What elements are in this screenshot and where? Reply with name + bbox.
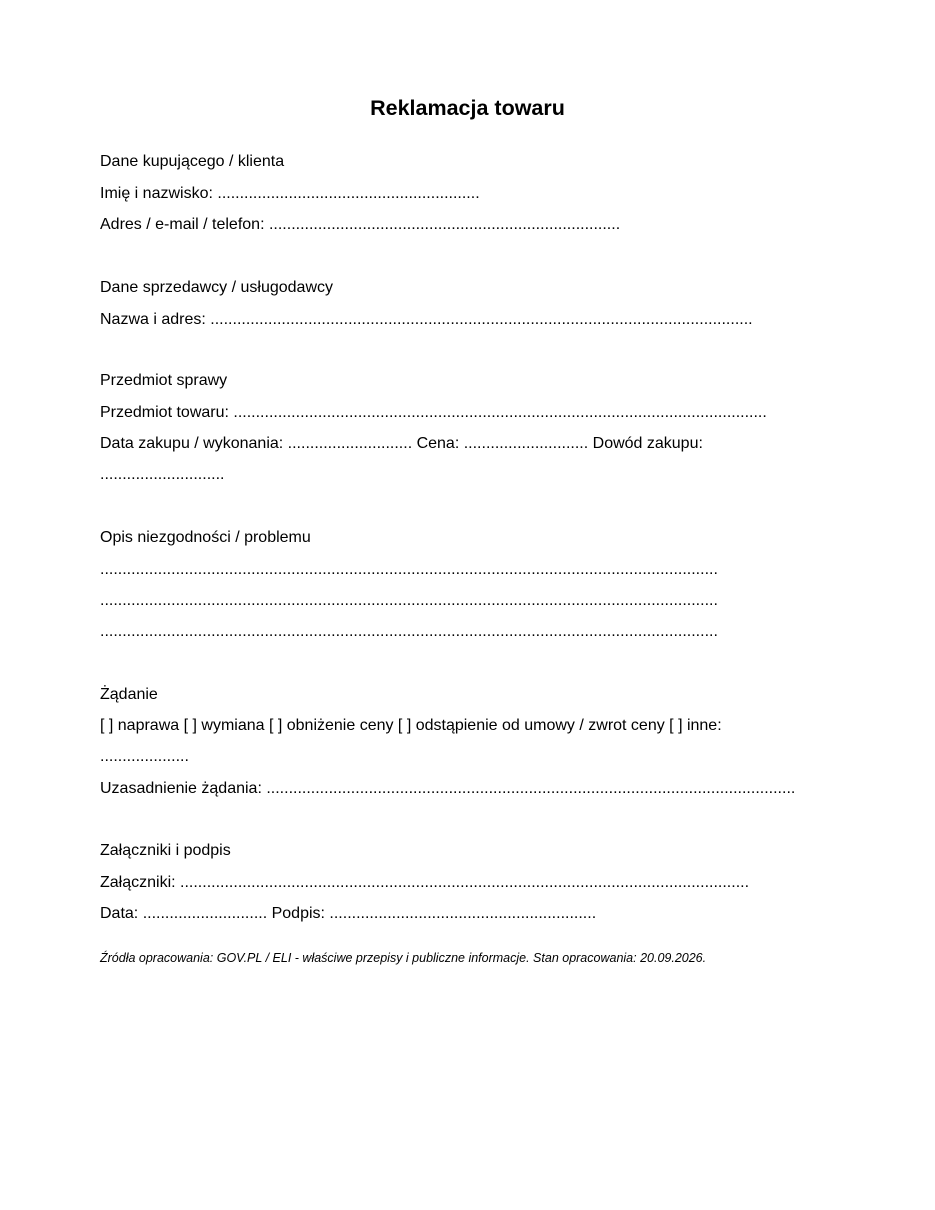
description-line: ...........................................................................................................................................	[100, 623, 718, 640]
attachments-field: Załączniki: ................................................................................................................................	[100, 874, 750, 891]
demand-options-field: [ ] naprawa [ ] wymiana [ ] obniżenie ceny [ ] odstąpienie od umowy / zwrot ceny [ ] inne:	[100, 717, 722, 734]
description-line: ...........................................................................................................................................	[100, 561, 718, 578]
buyer-section-heading: Dane kupującego / klienta	[100, 153, 285, 170]
description-section-heading: Opis niezgodności / problemu	[100, 529, 311, 546]
buyer-contact-field: Adres / e-mail / telefon: ...............................................................................	[100, 216, 621, 233]
seller-section-heading: Dane sprzedawcy / usługodawcy	[100, 279, 334, 296]
demand-section-heading: Żądanie	[100, 686, 158, 703]
demand-justification-field: Uzasadnienie żądania: .......................................................................................................................	[100, 780, 796, 797]
attachments-section-heading: Załączniki i podpis	[100, 842, 231, 859]
description-line: ...........................................................................................................................................	[100, 592, 718, 609]
sources-footnote: Źródła opracowania: GOV.PL / ELI - właściwe przepisy i publiczne informacje. Stan opracowania: 20.09.2026.	[100, 951, 707, 965]
subject-section-heading: Przedmiot sprawy	[100, 372, 228, 389]
subject-item-field: Przedmiot towaru: ........................................................................................................................	[100, 404, 767, 421]
document-title: Reklamacja towaru	[370, 96, 565, 120]
buyer-name-field: Imię i nazwisko: ...........................................................	[100, 185, 480, 202]
demand-options-field-continued: ....................	[100, 748, 189, 765]
subject-purchase-field: Data zakupu / wykonania: ............................ Cena: ............................ Dowód zakupu:	[100, 435, 703, 452]
date-signature-field: Data: ............................ Podpis: ............................................................	[100, 905, 597, 922]
seller-name-address-field: Nazwa i adres: ..........................................................................................................................	[100, 311, 753, 328]
subject-purchase-field-continued: ............................	[100, 466, 225, 483]
